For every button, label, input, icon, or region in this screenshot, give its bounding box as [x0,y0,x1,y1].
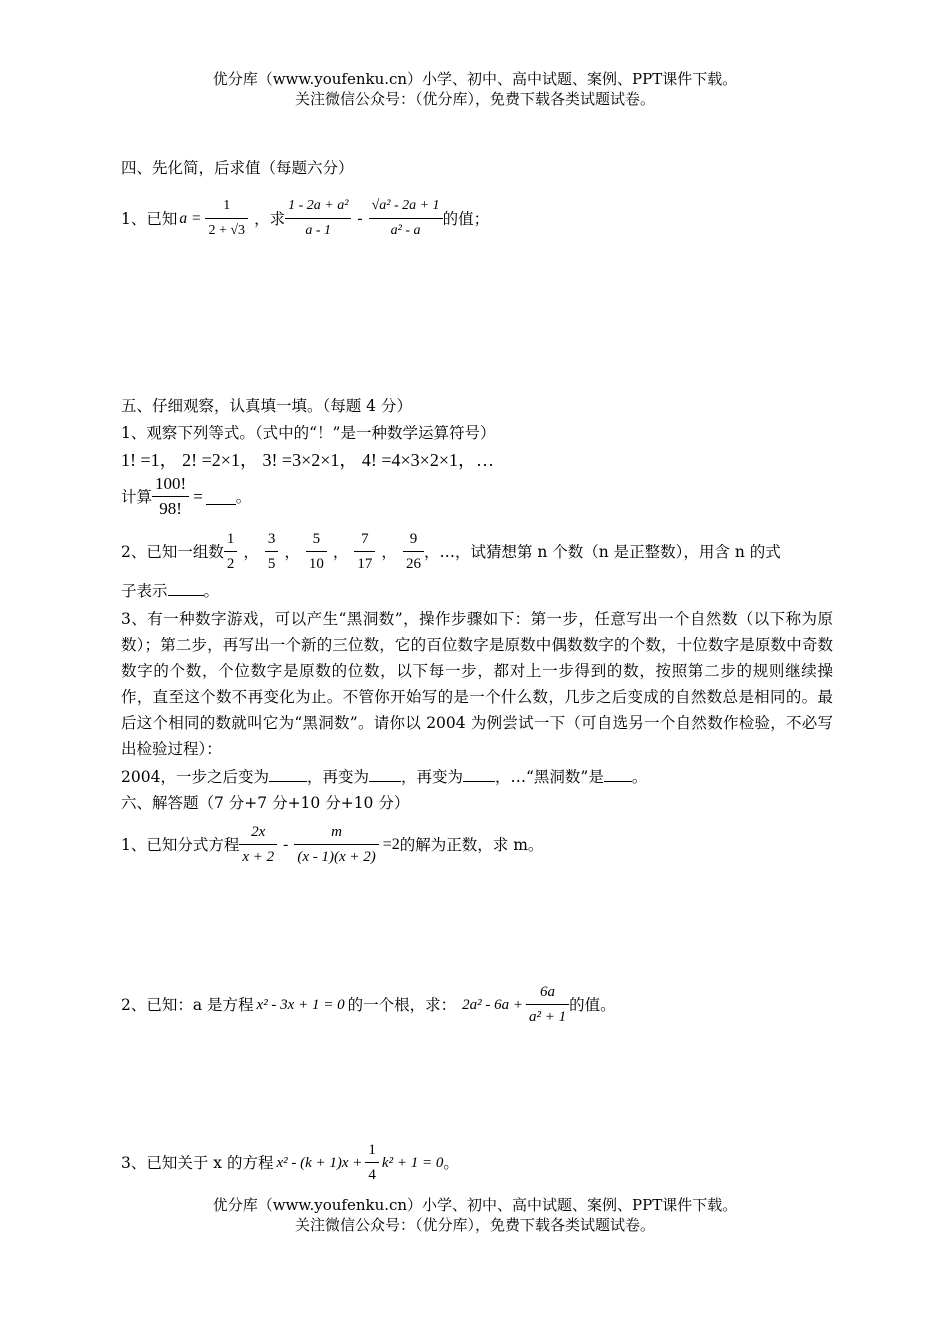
section-4-question-1 [121,196,489,241]
answer-blank-2[interactable] [168,580,204,596]
seq-1-numerator: 1 [224,529,238,552]
section-5-q3-answers [121,766,647,787]
seq-2-denominator: 5 [267,556,276,572]
factorial-fraction [152,474,189,519]
comma: ， [243,542,259,561]
section-6-title: 六、解答题（7 分+7 分+10 分+10 分） [121,794,410,812]
seq-4-numerator: 7 [354,529,375,552]
equation-fraction-1-denominator: x + 2 [242,849,275,865]
comma: ， [332,542,349,561]
answer-blank-5[interactable] [463,766,495,782]
q2-prefix: 2、已知一组数 [121,542,224,561]
q-mid: ，求 [254,209,286,228]
sequence-fraction-1 [224,529,238,574]
seq-5-denominator: 26 [405,556,421,572]
q3-step-2-label: ，再变为 [306,768,369,786]
section-4-title: 四、先化简，后求值（每题六分） [121,159,354,177]
q2-end: 。 [203,582,220,600]
section-5-q1-intro: 1、观察下列等式。（式中的“！”是一种数学运算符号） [121,424,496,442]
expr-fraction-1-denominator: a - 1 [305,223,332,238]
section-5-question-2 [121,529,781,574]
expr-fraction-1 [285,196,351,241]
equation-fraction-1-numerator: 2x [239,822,277,845]
minus-sign: - [283,835,289,853]
seq-3-numerator: 5 [306,529,327,552]
expr-fraction-2-denominator: a² - a [390,223,421,238]
sequence-fraction-4 [354,529,375,574]
q2-line2-label: 子表示 [121,582,168,600]
expr-fraction-2-numerator: √a² - 2a + 1 [369,196,443,219]
expression-part: 2a² - 6a + [462,996,523,1013]
equation-fraction-2-numerator: m [294,822,378,845]
seq-4-denominator: 17 [357,556,373,572]
expr-fraction-2 [369,196,443,241]
q3-end: 。 [443,1153,459,1172]
sequence-fraction-2 [265,529,279,574]
section-6-question-1 [121,822,543,867]
minus-sign: - [357,209,363,227]
calc-end: 。 [235,487,252,506]
q-suffix: 的值； [442,209,490,228]
section-5-title: 五、仔细观察，认真填一填。（每题 4 分） [121,397,412,415]
quarter-denominator: 4 [368,1167,376,1183]
calc-label: 计算 [121,487,153,506]
comma: ， [381,542,397,561]
q-prefix: 1、已知 [121,209,178,228]
q3-step-1-label: 2004，一步之后变为 [121,768,269,786]
sequence-fraction-5 [403,529,424,574]
factorial-numerator: 100! [152,474,189,497]
a-fraction-numerator: 1 [205,196,248,219]
q2-suffix: ，…，试猜想第 n 个数（n 是正整数），用含 n 的式 [423,542,781,561]
q3-prefix: 3、已知关于 x 的方程 [121,1153,274,1172]
equation-part-2: k² + 1 = 0 [381,1154,444,1171]
quarter-fraction [365,1140,379,1185]
factorial-examples: 1! =1， 2! =2×1， 3! =3×2×1， 4! =4×3×2×1，… [121,450,494,470]
sequence-fraction-3 [306,529,327,574]
seq-1-denominator: 2 [226,556,235,572]
var-a-lhs: a = [179,209,202,227]
q2-prefix: 2、已知：a 是方程 [121,995,254,1014]
q3-end: 。 [631,768,648,786]
answer-blank-4[interactable] [369,766,401,782]
expression-fraction-numerator: 6a [526,982,569,1005]
equation-fraction-1 [239,822,277,867]
equation-fraction-2 [294,822,378,867]
expression-fraction-denominator: a² + 1 [528,1009,567,1025]
a-fraction [205,196,248,241]
section-6-question-2 [121,982,616,1027]
section-5-q2-line2 [121,580,219,601]
factorial-denominator: 98! [159,499,182,518]
seq-5-numerator: 9 [403,529,424,552]
expr-fraction-1-numerator: 1 - 2a + a² [285,196,351,219]
equals-sign: = [193,486,203,506]
equation-fraction-2-denominator: (x - 1)(x + 2) [297,849,376,865]
answer-blank-6[interactable] [604,766,632,782]
section-5-q1-calc [121,474,251,519]
q1-suffix: 的解为正数，求 m。 [399,835,544,854]
q2-suffix: 的值。 [569,995,616,1014]
quadratic-equation: x² - 3x + 1 = 0 [256,996,345,1013]
a-fraction-denominator: 2 + √3 [208,223,246,238]
q3-black-hole-label: ，…“黑洞数”是 [494,768,604,786]
comma: ， [284,542,300,561]
expression-fraction [526,982,569,1027]
equation-part-1: x² - (k + 1)x + [276,1154,363,1171]
quarter-numerator: 1 [365,1140,379,1163]
header-line-1: 优分库（www.youfenku.cn）小学、初中、高中试题、案例、PPT课件下载。 [212,70,738,88]
seq-3-denominator: 10 [308,556,324,572]
seq-2-numerator: 3 [265,529,279,552]
section-5-question-3: 3、有一种数字游戏，可以产生“黑洞数”，操作步骤如下：第一步，任意写出一个自然数（以下称为原数）；第二步，再写出一个新的三位数，它的百位数字是原数中偶数数字的个数，十位数字是原数中奇数数字的个数，个位数字是原数的位数，以下每一步，都对上一步得到的数，按照第二步的规则继续操作，直至这个数不再变化为止。不管你开始写的是一个什么数，几步之后变成的自然数总是相同的。最后这个相同的数就叫它为“黑洞数”。请你以 2004 为例尝试一下（可自选另一个自然数作检验，不必写出检验过程）： [121,610,833,758]
header-line-2: 关注微信公众号：（优分库），免费下载各类试题试卷。 [294,90,655,108]
q1-prefix: 1、已知分式方程 [121,835,240,854]
q3-step-3-label: ，再变为 [400,768,463,786]
answer-blank-1[interactable] [206,489,236,505]
footer-line-2: 关注微信公众号：（优分库），免费下载各类试题试卷。 [294,1216,655,1234]
answer-blank-3[interactable] [269,766,307,782]
section-6-question-3 [121,1140,459,1185]
q2-mid: 的一个根，求： [347,995,457,1014]
footer-line-1: 优分库（www.youfenku.cn）小学、初中、高中试题、案例、PPT课件下载。 [212,1196,738,1214]
equation-rhs: =2 [382,835,400,853]
